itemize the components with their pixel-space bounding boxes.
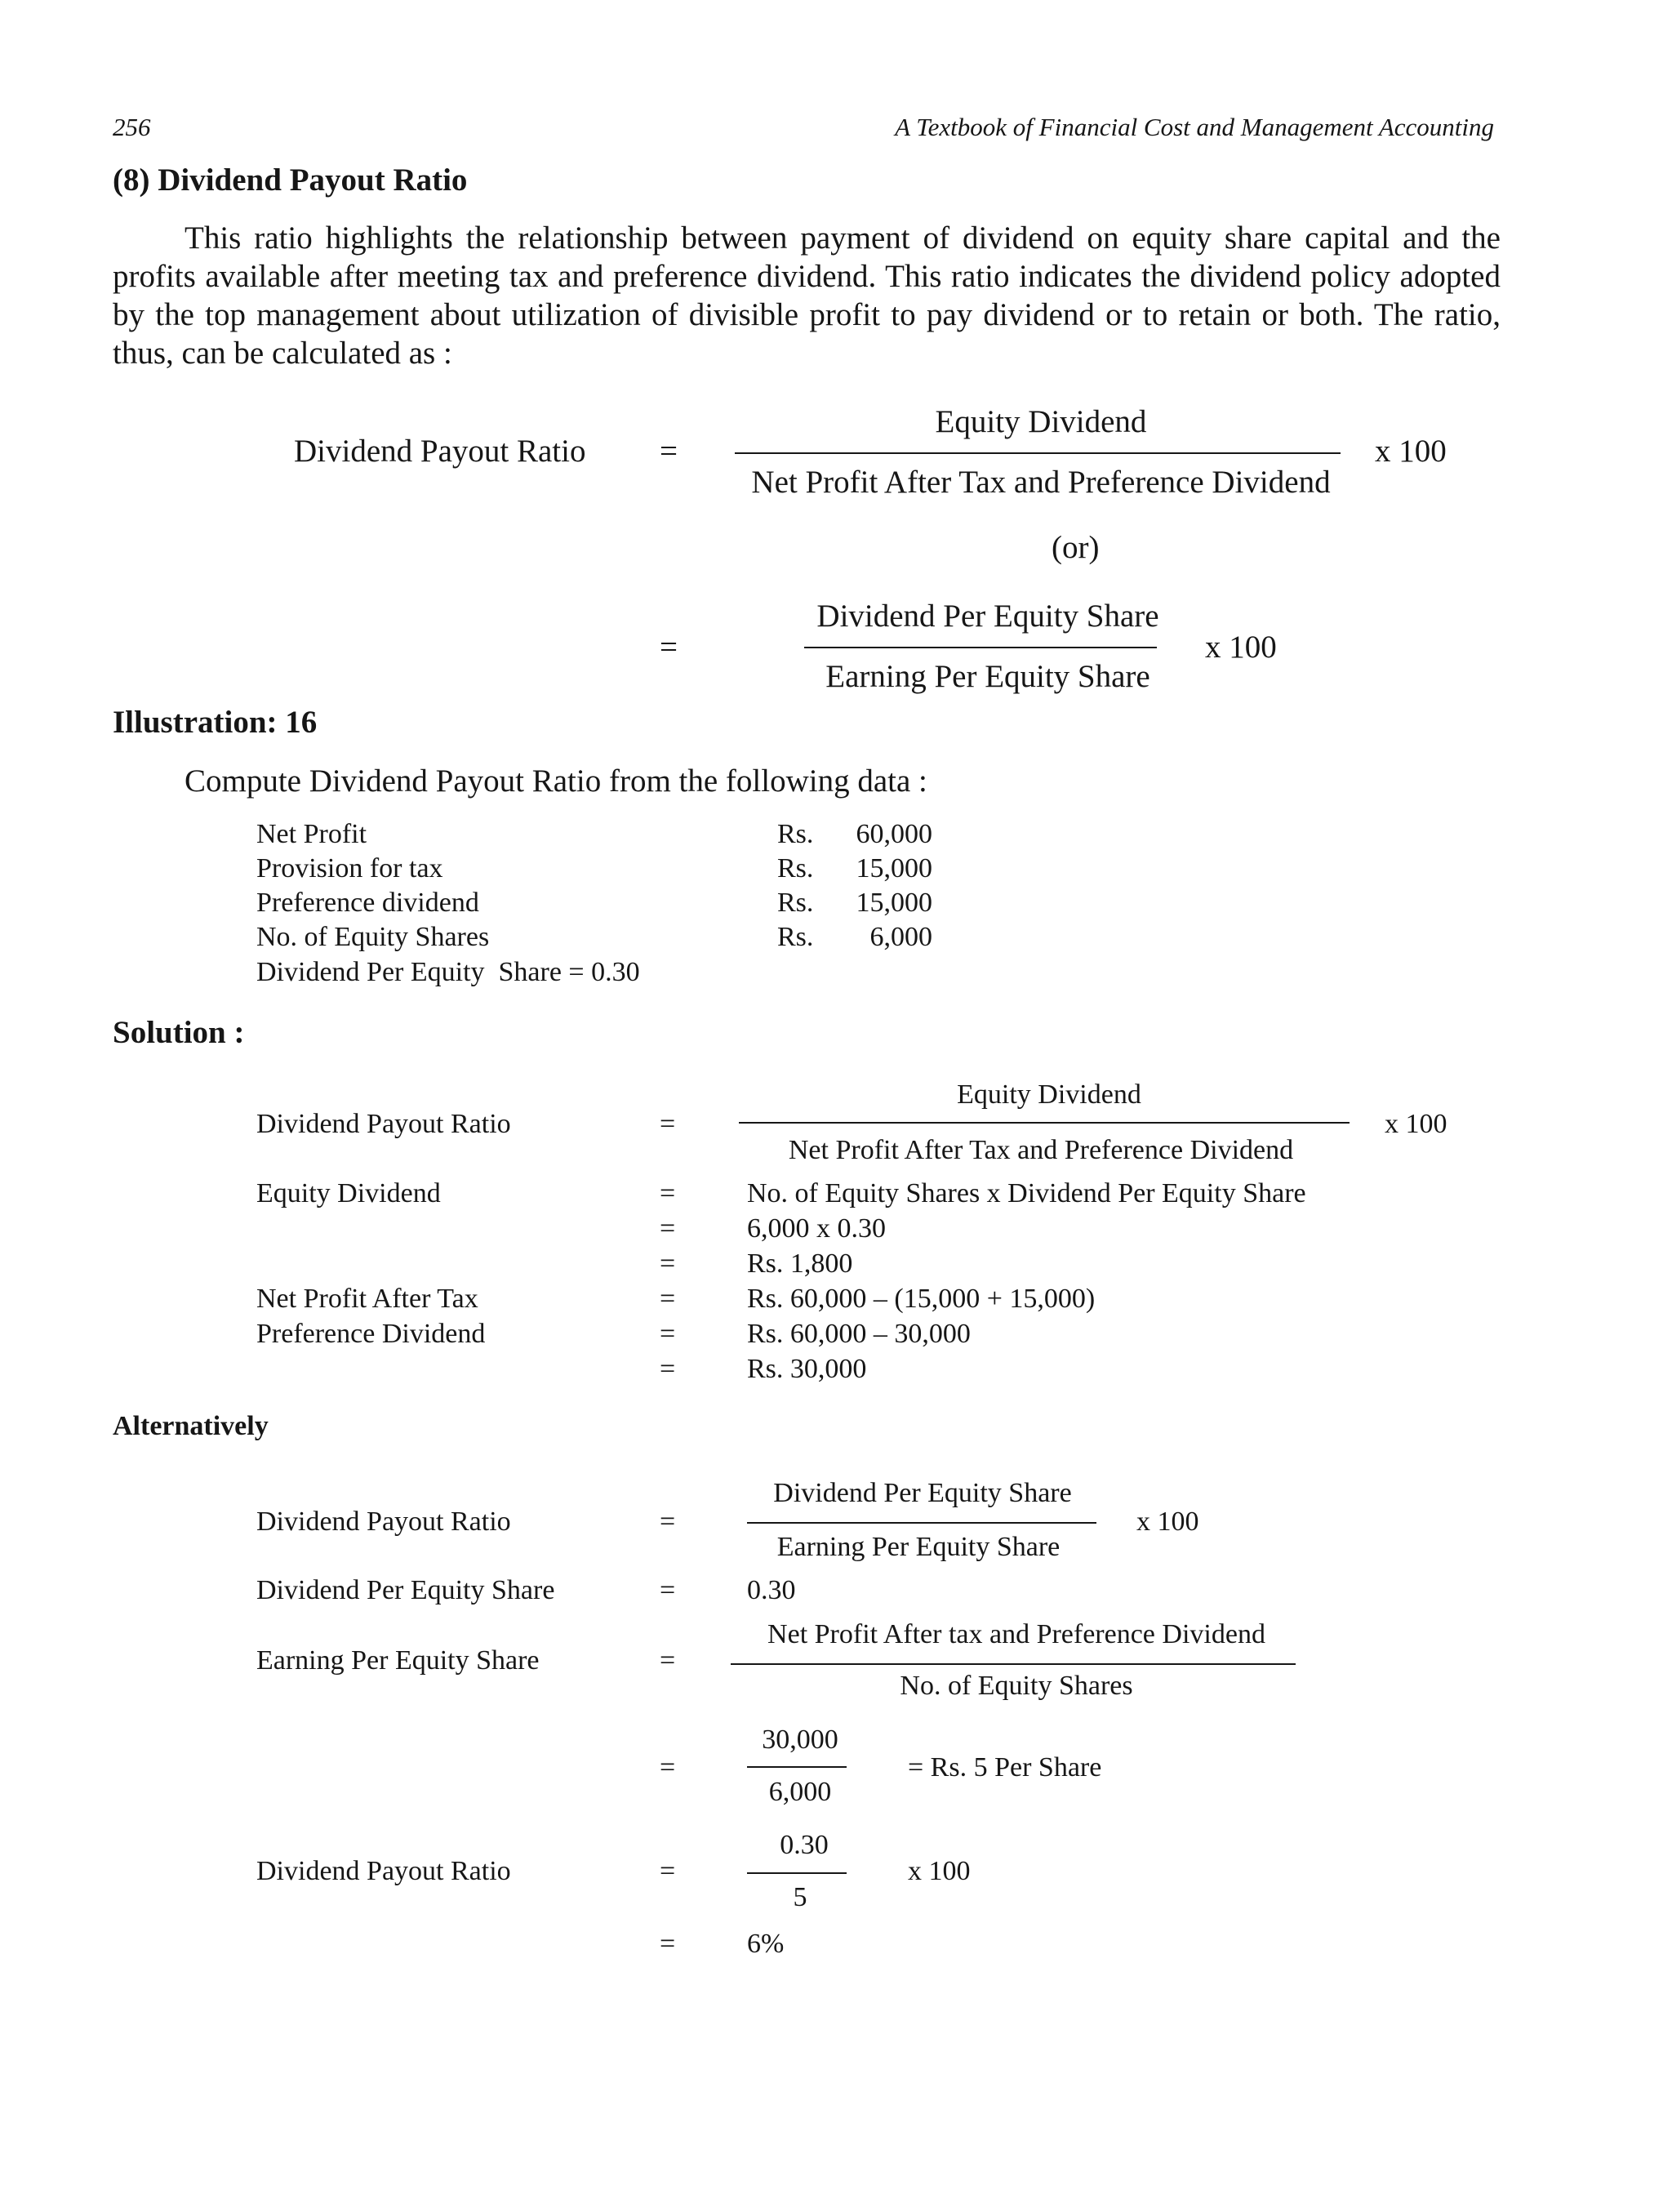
alt-eps-calc-numerator: 30,000: [762, 1725, 838, 1755]
solution-denominator: Net Profit After Tax and Preference Dividend: [788, 1135, 1294, 1165]
alternatively-heading: Alternatively: [113, 1411, 269, 1441]
alt-eps-label: Earning Per Equity Share: [256, 1645, 540, 1676]
equals-sign: =: [660, 1507, 676, 1537]
equals-sign: =: [660, 1752, 676, 1783]
alt-dps-value: 0.30: [747, 1575, 796, 1605]
equals-sign: =: [660, 1575, 676, 1605]
formula-or: (or): [1052, 530, 1100, 565]
data-item-label: Net Profit: [256, 819, 367, 849]
formula-numerator-1: Equity Dividend: [935, 404, 1147, 439]
alt-final-dpr-label: Dividend Payout Ratio: [256, 1856, 511, 1886]
preference-dividend-label: Preference Dividend: [256, 1319, 486, 1349]
fraction-bar: [747, 1522, 1096, 1524]
equity-dividend-step-1: No. of Equity Shares x Dividend Per Equity Share: [747, 1178, 1306, 1208]
formula-equals-2: =: [660, 630, 678, 665]
formula-times-100-1: x 100: [1375, 434, 1447, 469]
formula-equals-1: =: [660, 434, 678, 469]
equals-sign: =: [660, 1213, 676, 1244]
solution-numerator: Equity Dividend: [957, 1079, 1141, 1110]
equals-sign: =: [660, 1178, 676, 1208]
data-item-currency: Rs.: [777, 922, 814, 952]
illustration-intro: Compute Dividend Payout Ratio from the following data :: [185, 763, 927, 799]
data-item-amount: 15,000: [856, 853, 932, 883]
data-item-currency: Rs.: [777, 888, 814, 918]
equals-sign: =: [660, 1645, 676, 1676]
fraction-bar: [739, 1122, 1350, 1124]
section-paragraph: This ratio highlights the relationship between payment of dividend on equity share capital and the profits available after meeting tax and preference dividend. This ratio indicates the dividend policy adopted by the top management about utilization of divisible profit to pay dividend or to retain or both. The ratio, thus, can be calculated as :: [113, 220, 1501, 371]
data-item-amount: 6,000: [869, 922, 932, 952]
formula-times-100-2: x 100: [1205, 630, 1277, 665]
alt-eps-numerator: Net Profit After tax and Preference Dividend: [767, 1619, 1265, 1649]
data-item-label: Provision for tax: [256, 853, 443, 883]
data-item-label: No. of Equity Shares: [256, 922, 490, 952]
equals-sign: =: [660, 1319, 676, 1349]
alt-final-numerator: 0.30: [780, 1830, 829, 1860]
data-item-label: Preference dividend: [256, 888, 479, 918]
alt-eps-denominator: No. of Equity Shares: [900, 1671, 1133, 1701]
npat-step-2: Rs. 60,000 – 30,000: [747, 1319, 971, 1349]
section-heading: (8) Dividend Payout Ratio: [113, 162, 468, 198]
alt-times-100: x 100: [1136, 1507, 1199, 1537]
illustration-heading: Illustration: 16: [113, 705, 318, 740]
alt-dpr-label: Dividend Payout Ratio: [256, 1507, 511, 1537]
equals-sign: =: [660, 1354, 676, 1384]
equals-sign: =: [660, 1248, 676, 1279]
equals-sign: =: [660, 1284, 676, 1314]
alt-dpr-numerator: Dividend Per Equity Share: [773, 1478, 1072, 1508]
npat-label: Net Profit After Tax: [256, 1284, 478, 1314]
equity-dividend-step-2: 6,000 x 0.30: [747, 1213, 886, 1244]
npat-step-1: Rs. 60,000 – (15,000 + 15,000): [747, 1284, 1096, 1314]
fraction-bar: [735, 452, 1341, 454]
solution-times-100: x 100: [1385, 1109, 1447, 1139]
alt-final-denominator: 5: [793, 1882, 807, 1912]
alt-dps-label: Dividend Per Equity Share: [256, 1575, 555, 1605]
dps-given-line: Dividend Per Equity Share = 0.30: [256, 957, 640, 987]
formula-numerator-2: Dividend Per Equity Share: [816, 599, 1159, 634]
npat-result: Rs. 30,000: [747, 1354, 867, 1384]
solution-heading: Solution :: [113, 1015, 245, 1050]
page-number: 256: [113, 113, 151, 141]
solution-dpr-label: Dividend Payout Ratio: [256, 1109, 511, 1139]
formula-denominator-1: Net Profit After Tax and Preference Dividend: [751, 465, 1331, 500]
fraction-bar: [731, 1663, 1296, 1665]
data-item-currency: Rs.: [777, 853, 814, 883]
data-item-amount: 15,000: [856, 888, 932, 918]
alt-final-result: 6%: [747, 1929, 785, 1959]
fraction-bar: [747, 1872, 847, 1874]
fraction-bar: [804, 647, 1157, 648]
alt-eps-result: = Rs. 5 Per Share: [908, 1752, 1102, 1783]
equity-dividend-result: Rs. 1,800: [747, 1248, 853, 1279]
equals-sign: =: [660, 1109, 676, 1139]
data-item-currency: Rs.: [777, 819, 814, 849]
alt-final-times-100: x 100: [908, 1856, 971, 1886]
fraction-bar: [747, 1766, 847, 1768]
data-item-amount: 60,000: [856, 819, 932, 849]
equity-dividend-label: Equity Dividend: [256, 1178, 441, 1208]
running-header-title: A Textbook of Financial Cost and Management Accounting: [895, 113, 1494, 141]
formula-denominator-2: Earning Per Equity Share: [825, 659, 1150, 694]
alt-eps-calc-denominator: 6,000: [768, 1777, 832, 1807]
formula-label: Dividend Payout Ratio: [294, 434, 586, 469]
equals-sign: =: [660, 1929, 676, 1959]
equals-sign: =: [660, 1856, 676, 1886]
alt-dpr-denominator: Earning Per Equity Share: [776, 1532, 1061, 1562]
